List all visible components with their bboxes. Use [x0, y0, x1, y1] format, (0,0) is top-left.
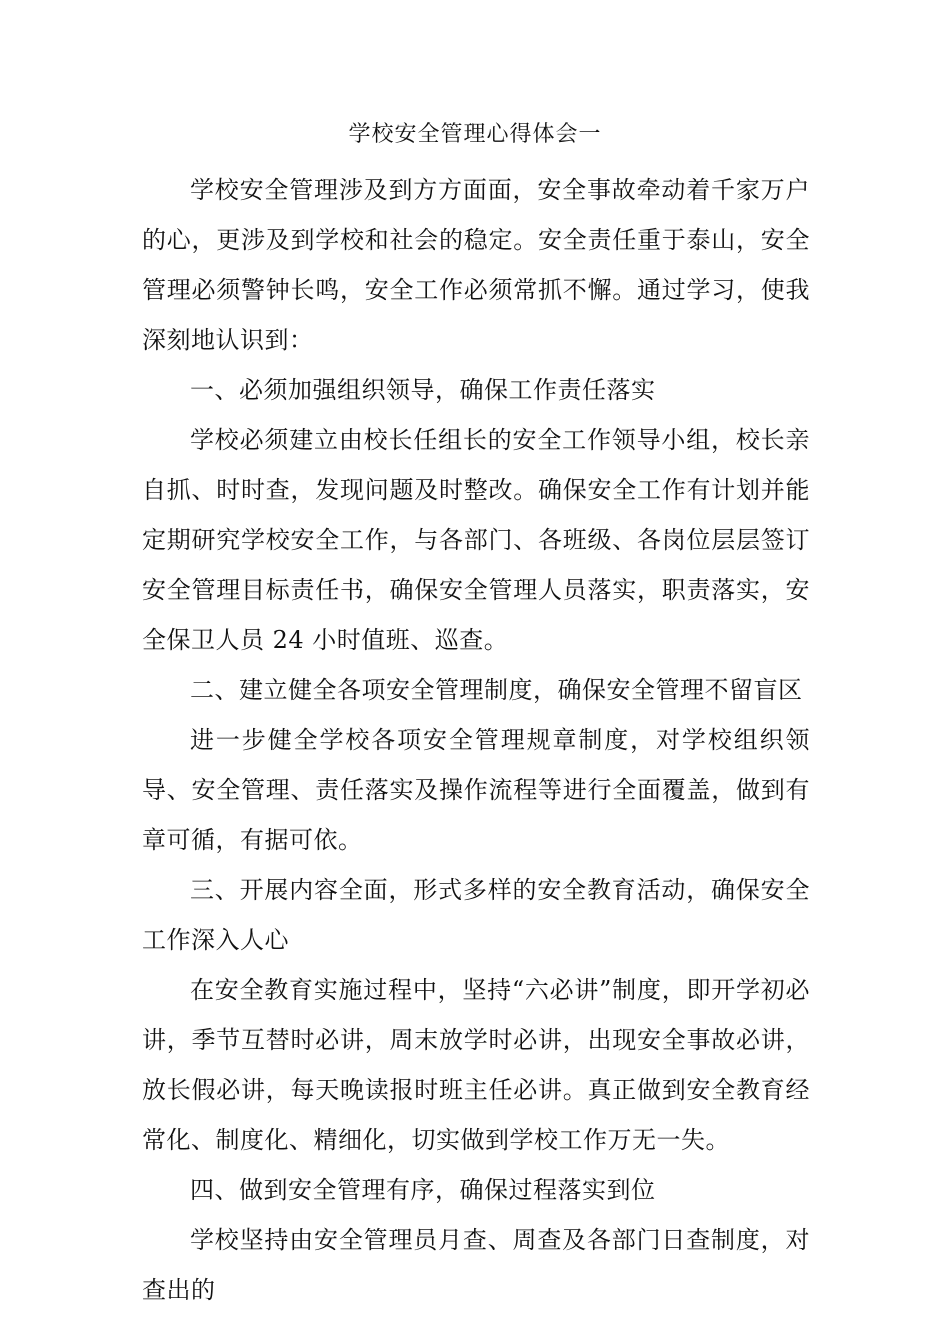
heading-point-3: 三、开展内容全面，形式多样的安全教育活动，确保安全工作深入人心	[142, 876, 810, 954]
paragraph-intro: 学校安全管理涉及到方方面面，安全事故牵动着千家万户的心，更涉及到学校和社会的稳定。安全责任重于泰山，安全管理必须警钟长鸣，安全工作必须常抓不懈。通过学习，使我深刻地认识到：	[142, 176, 810, 354]
paragraph-point-1: 学校必须建立由校长任组长的安全工作领导小组，校长亲自抓、时时查，发现问题及时整改。确保安全工作有计划并能定期研究学校安全工作，与各部门、各班级、各岗位层层签订安全管理目标责任书，确保安全管理人员落实，职责落实，安全保卫人员 24 小时值班、巡查。	[142, 426, 810, 654]
heading-point-1: 一、必须加强组织领导，确保工作责任落实	[190, 376, 656, 404]
document-title: 学校安全管理心得体会一	[348, 122, 602, 147]
paragraph-point-4: 学校坚持由安全管理员月查、周查及各部门日查制度，对查出的	[142, 1226, 810, 1304]
heading-point-2: 二、建立健全各项安全管理制度，确保安全管理不留盲区	[190, 676, 803, 704]
paragraph-point-3: 在安全教育实施过程中，坚持“六必讲”制度，即开学初必讲，季节互替时必讲，周末放学时必讲，出现安全事故必讲，放长假必讲，每天晚读报时班主任必讲。真正做到安全教育经常化、制度化、精细化，切实做到学校工作万无一失。	[142, 976, 810, 1154]
paragraph-point-2: 进一步健全学校各项安全管理规章制度，对学校组织领导、安全管理、责任落实及操作流程等进行全面覆盖，做到有章可循，有据可依。	[142, 726, 810, 854]
heading-point-4: 四、做到安全管理有序，确保过程落实到位	[190, 1176, 656, 1204]
document-body	[142, 165, 810, 1315]
